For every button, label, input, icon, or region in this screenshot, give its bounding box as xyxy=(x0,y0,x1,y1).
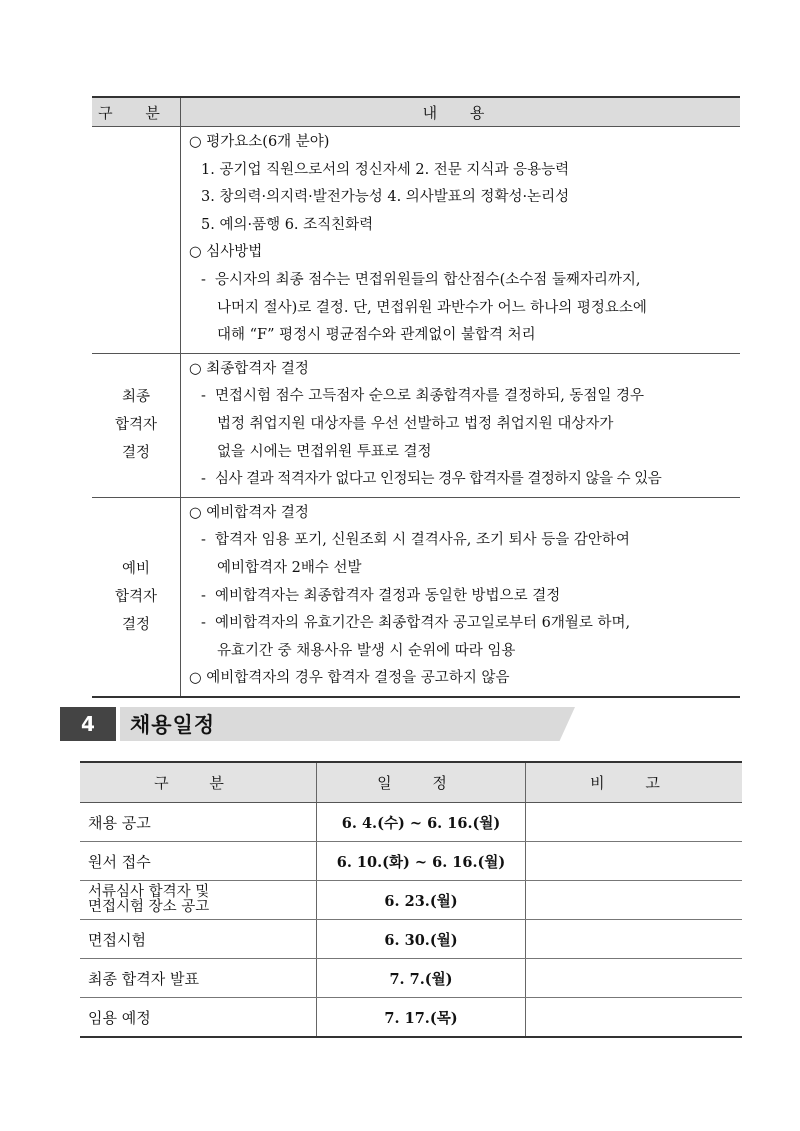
table-row: 서류심사 합격자 및 면접시험 장소 공고 6. 23.(월) xyxy=(80,881,742,920)
section-title: 채용일정 xyxy=(130,713,216,737)
eval-item: 1. 공기업 직원으로서의 정신자세 2. 전문 지식과 응용능력 xyxy=(201,161,570,178)
eval-item: 5. 예의·품행 6. 조직친화력 xyxy=(201,216,374,233)
header-note: 비 고 xyxy=(526,762,743,803)
dash-bullet-icon: - xyxy=(201,271,206,288)
eval-content: ○ 평가요소(6개 분야) 1. 공기업 직원으로서의 정신자세 2. 전문 지식과 응용능력 3. 창의력·의지력·발전가능성 4. 의사발표의 정확성·논리성 5. 예의·품행 6. 조직친화력 ○ 심사방법 - 응시자의 최종 점수는 면접위원들의 합산점수(소수점 둘째자리까지, 나머지 절사)로 결정. 단, 면접위원 과반수가 어느 하나의 평정요소에 대해 “F” 평정시 평균점수와 관계없이 불합격 처리 xyxy=(181,127,741,354)
dash-bullet-icon: - xyxy=(201,587,206,604)
dash-bullet-icon: - xyxy=(201,388,206,405)
header-item: 구 분 xyxy=(80,762,317,803)
final-row xyxy=(92,353,740,497)
criteria-table xyxy=(92,96,740,698)
dash-bullet-icon: - xyxy=(201,532,206,549)
section-number: 4 xyxy=(60,707,116,741)
circle-bullet-icon: ○ xyxy=(189,244,202,261)
circle-bullet-icon: ○ xyxy=(189,670,202,687)
dash-bullet-icon: - xyxy=(201,471,206,488)
eval-row xyxy=(92,127,740,354)
table-row: 원서 접수 6. 10.(화) ~ 6. 16.(월) xyxy=(80,842,742,881)
header-content: 내 용 xyxy=(181,97,741,127)
circle-bullet-icon: ○ xyxy=(189,360,202,377)
header-category: 구 분 xyxy=(92,97,181,127)
reserve-row xyxy=(92,497,740,697)
table-row: 채용 공고 6. 4.(수) ~ 6. 16.(월) xyxy=(80,803,742,842)
eval-item: 3. 창의력·의지력·발전가능성 4. 의사발표의 정확성·논리성 xyxy=(201,189,570,206)
dash-bullet-icon: - xyxy=(201,615,206,632)
circle-bullet-icon: ○ xyxy=(189,504,202,521)
header-date: 일 정 xyxy=(317,762,526,803)
table-row: 최종 합격자 발표 7. 7.(월) xyxy=(80,959,742,998)
circle-bullet-icon: ○ xyxy=(189,134,202,150)
eval-label xyxy=(92,127,181,354)
table-row: 임용 예정 7. 17.(목) xyxy=(80,998,742,1038)
final-label: 최종 합격자 결정 xyxy=(92,353,181,497)
section-heading xyxy=(60,707,575,743)
reserve-label: 예비 합격자 결정 xyxy=(92,497,181,697)
table-row: 면접시험 6. 30.(월) xyxy=(80,920,742,959)
final-content: ○ 최종합격자 결정 - 면접시험 점수 고득점자 순으로 최종합격자를 결정하되, 동점일 경우 법정 취업지원 대상자를 우선 선발하고 법정 취업지원 대상자가 없을 시에는 면접위원 투표로 결정 - 심사 결과 적격자가 없다고 인정되는 경우 합격자를 결정하지 않을 수 있음 xyxy=(181,353,741,497)
reserve-content: ○ 예비합격자 결정 - 합격자 임용 포기, 신원조회 시 결격사유, 조기 퇴사 등을 감안하여 예비합격자 2배수 선발 - 예비합격자는 최종합격자 결정과 동일한 방법으로 결정 - 예비합격자의 유효기간은 최종합격자 공고일로부터 6개월로 하며, 유효기간 중 채용사유 발생 시 순위에 따라 임용 ○ 예비합격자의 경우 합격자 결정을 공고하지 않음 xyxy=(181,497,741,697)
schedule-table xyxy=(80,761,742,1038)
